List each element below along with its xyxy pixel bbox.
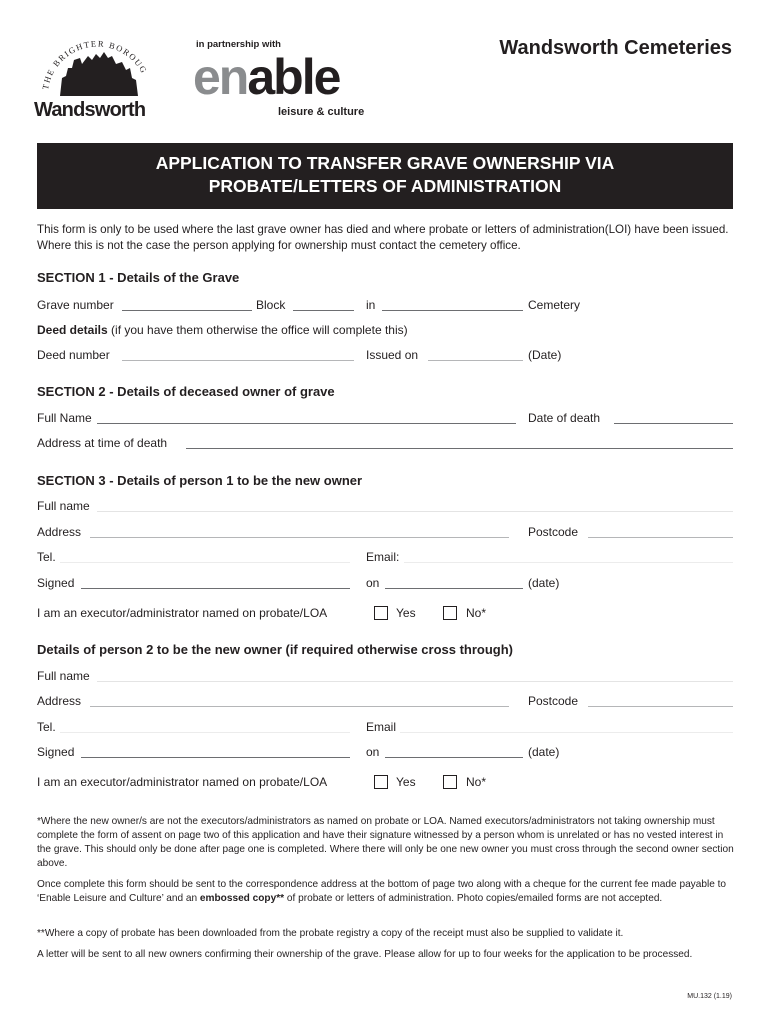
section3-heading: SECTION 3 - Details of person 1 to be the new owner <box>37 473 363 488</box>
in-label: in <box>366 298 376 312</box>
p1-on-label: on <box>366 576 380 590</box>
grave-number-label: Grave number <box>37 298 114 312</box>
deed-number-label: Deed number <box>37 348 110 362</box>
note-submission-b: of probate or letters of administration. Photo copies/emailed forms are not accepted. <box>284 893 663 904</box>
p2-no-label: No* <box>466 775 487 789</box>
section2-heading: SECTION 2 - Details of deceased owner of grave <box>37 384 335 399</box>
p2-yes-label: Yes <box>396 775 416 789</box>
p1-address-field[interactable] <box>90 537 509 538</box>
note-executors: *Where the new owner/s are not the executors/administrators as named on probate or LOA. Named executors/administrators not taking ownership must complete the form of assent on page two of this application and have their signature witnessed by a person whom is unrelated or has no vested interest in the grave. This should only be done after page one is completed. Where there will only be one new owner you must cross through the second owner section above. <box>37 816 734 869</box>
issued-date-label: (Date) <box>528 348 562 362</box>
p1-full-name-label: Full name <box>37 499 90 513</box>
p2-address-label: Address <box>37 694 82 708</box>
p1-postcode-field[interactable] <box>588 537 733 538</box>
intro-text: This form is only to be used where the last grave owner has died and where probate or letters of administration(LOI) have been issued. Where this is not the case the person applying for ownership must contact the cemetery office. <box>37 223 729 252</box>
p2-tel-field[interactable] <box>60 732 350 733</box>
deed-details-label <box>37 323 408 337</box>
section1-heading: SECTION 1 - Details of the Grave <box>37 270 240 285</box>
enable-able: able <box>247 49 340 105</box>
p2-signed-label: Signed <box>37 745 75 759</box>
p2-date-label: (date) <box>528 745 560 759</box>
note-submission <box>37 878 737 906</box>
p1-yes-label: Yes <box>396 606 416 620</box>
p1-signed-field[interactable] <box>81 588 350 589</box>
p2-full-name-field[interactable] <box>97 681 733 682</box>
borough-skyline-icon <box>34 38 162 122</box>
cemetery-label: Cemetery <box>528 298 581 312</box>
p1-postcode-label: Postcode <box>528 525 579 539</box>
person2-heading: Details of person 2 to be the new owner (if required otherwise cross through) <box>37 642 514 657</box>
issued-on-field[interactable] <box>428 360 523 361</box>
p2-address-field[interactable] <box>90 706 509 707</box>
form-title-banner <box>37 143 733 209</box>
p2-tel-label: Tel. <box>37 720 56 734</box>
date-of-death-label: Date of death <box>528 411 601 425</box>
deceased-full-name-field[interactable] <box>97 423 516 424</box>
p2-postcode-field[interactable] <box>588 706 733 707</box>
p1-email-label: Email: <box>366 550 400 564</box>
p1-tel-label: Tel. <box>37 550 56 564</box>
enable-subtitle: leisure & culture <box>278 106 365 118</box>
enable-en: en <box>193 49 248 105</box>
enable-logo <box>193 49 340 105</box>
note-confirmation: A letter will be sent to all new owners confirming their ownership of the grave. Please allow for up to four weeks for the application to be processed. <box>37 949 693 960</box>
issued-on-label: Issued on <box>366 348 419 362</box>
org-title: Wandsworth Cemeteries <box>499 37 732 59</box>
deed-details-note: (if you have them otherwise the office will complete this) <box>107 323 408 337</box>
deed-number-field[interactable] <box>122 360 354 361</box>
logo-arc-text: THE BRIGHTER BOROUG <box>40 38 150 91</box>
p1-signed-label: Signed <box>37 576 75 590</box>
p1-full-name-field[interactable] <box>97 511 733 512</box>
p2-no-checkbox[interactable] <box>443 775 457 789</box>
p1-email-field[interactable] <box>404 562 733 563</box>
p2-email-field[interactable] <box>400 732 733 733</box>
block-field[interactable] <box>293 310 354 311</box>
form-reference: MU.132 (1.19) <box>687 993 732 1000</box>
note-probate-receipt: **Where a copy of probate has been downloaded from the probate registry a copy of the receipt must also be supplied to validate it. <box>37 928 624 939</box>
p1-executor-label: I am an executor/administrator named on probate/LOA <box>37 606 328 620</box>
p2-email-label: Email <box>366 720 397 734</box>
p2-full-name-label: Full name <box>37 669 90 683</box>
p1-sign-date-field[interactable] <box>385 588 523 589</box>
p2-executor-label: I am an executor/administrator named on probate/LOA <box>37 775 328 789</box>
form-title-line-1: APPLICATION TO TRANSFER GRAVE OWNERSHIP VIA <box>155 153 615 173</box>
p1-address-label: Address <box>37 525 82 539</box>
wandsworth-logo <box>34 38 162 122</box>
p1-no-checkbox[interactable] <box>443 606 457 620</box>
cemetery-field[interactable] <box>382 310 523 311</box>
p1-yes-checkbox[interactable] <box>374 606 388 620</box>
grave-number-field[interactable] <box>122 310 252 311</box>
note-submission-bold: embossed copy** <box>199 893 285 904</box>
p1-date-label: (date) <box>528 576 560 590</box>
p1-no-label: No* <box>466 606 487 620</box>
p2-yes-checkbox[interactable] <box>374 775 388 789</box>
p2-on-label: on <box>366 745 380 759</box>
p2-signed-field[interactable] <box>81 757 350 758</box>
deed-details-bold: Deed details <box>37 323 108 337</box>
note-submission-a: Once complete this form should be sent to the correspondence address at the bottom of page two along with a cheque for the current fee made payable to ‘Enable Leisure and Culture’ and an <box>37 879 727 904</box>
p2-sign-date-field[interactable] <box>385 757 523 758</box>
p2-postcode-label: Postcode <box>528 694 579 708</box>
block-label: Block <box>256 298 286 312</box>
p1-tel-field[interactable] <box>60 562 350 563</box>
form-title-line-2: PROBATE/LETTERS OF ADMINISTRATION <box>208 176 562 196</box>
date-of-death-field[interactable] <box>614 423 733 424</box>
partnership-label: in partnership with <box>196 39 281 50</box>
deceased-address-field[interactable] <box>186 448 733 449</box>
logo-text: Wandsworth <box>34 99 146 121</box>
deceased-address-label: Address at time of death <box>37 436 168 450</box>
deceased-full-name-label: Full Name <box>37 411 92 425</box>
